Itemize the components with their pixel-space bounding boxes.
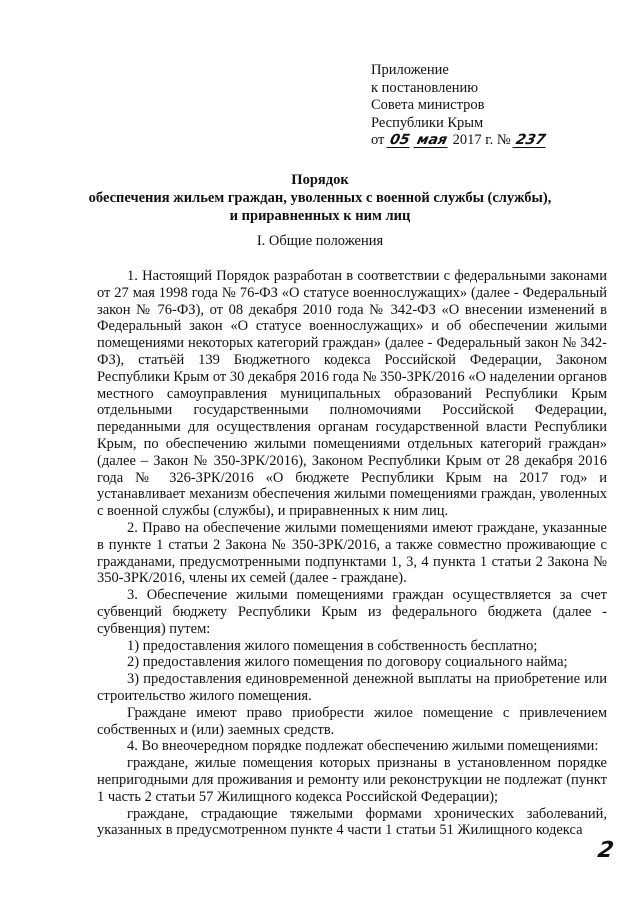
paragraph: 2. Право на обеспечение жилыми помещениями имеют граждане, указанные в пункте 1 статьи 2 Закона № 350-ЗРК/2016, а также совместно проживающие с гражданами, предусмотренными подпунктами 1, 3, 4 пункта 1 статьи 2 Закона № 350-ЗРК/2016, члены их семей (далее - граждане). <box>97 519 607 587</box>
appendix-line: к постановлению <box>371 79 479 96</box>
body-text <box>97 268 607 839</box>
paragraph: 2) предоставления жилого помещения по договору социального найма; <box>127 654 568 671</box>
paragraph: Граждане имеют право приобрести жилое помещение с привлечением собственных и (или) заемных средств. <box>97 704 607 738</box>
handwritten-month: мая <box>415 132 449 148</box>
handwritten-day: 05 <box>388 132 412 148</box>
appendix-line: Республики Крым <box>371 114 484 131</box>
appendix-date-line <box>371 132 548 150</box>
appendix-line: Совета министров <box>371 97 485 113</box>
appendix-line: Приложение <box>371 62 449 78</box>
document-subtitle-line: и приравненных к ним лиц <box>229 208 411 224</box>
paragraph: 3) предоставления единовременной денежной выплаты на приобретение или строительство жилого помещения. <box>97 671 607 704</box>
paragraph: 3. Обеспечение жилыми помещениями граждан осуществляется за счет субвенций бюджету Республики Крым из федерального бюджета (далее - субвенция) путем: <box>97 587 607 637</box>
paragraph: 1. Настоящий Порядок разработан в соответствии с федеральными законами от 27 мая 1998 года № 76-ФЗ «О статусе военнослужащих» (далее - Федеральный закон № 76-ФЗ), от 08 декабря 2010 года № 342-ФЗ «О внесении изменений в Федеральный закон «О статусе военнослужащих» и об обеспечении жилыми помещениями некоторых категорий граждан» (далее - Федеральный закон № 342-ФЗ), статьёй 139 Бюджетного кодекса Российской Федерации, Законом Республики Крым от 30 декабря 2016 года № 350-ЗРК/2016 «О наделении органов местного самоуправления муниципальных образований Республики Крым отдельными государственными полномочиями Российской Федерации, переданными для осуществления органам государственной власти Республики Крым, по обеспечению жилыми помещениями отдельных категорий граждан» (далее – Закон № 350-ЗРК/2016), Законом Республики Крым от 28 декабря 2016 года № 326-ЗРК/2016 «О бюджете Республики Крым на 2017 год» и устанавливает механизм обеспечения жилыми помещениями граждан, уволенных с военной службы (службы), и приравненных к ним лиц. <box>97 268 607 520</box>
paragraph: 1) предоставления жилого помещения в собственность бесплатно; <box>127 637 538 654</box>
paragraph: граждане, страдающие тяжелыми формами хронических заболеваний, указанных в предусмотренном пункте 4 части 1 статьи 51 Жилищного кодекса <box>97 805 607 839</box>
handwritten-number: 237 <box>514 132 548 148</box>
number-sign: № <box>496 132 511 148</box>
date-year: 2017 г. <box>452 132 494 148</box>
date-prefix: от <box>371 132 385 148</box>
section-heading: I. Общие положения <box>256 233 384 249</box>
document-subtitle-line: обеспечения жильем граждан, уволенных с военной службы (службы), <box>88 190 552 206</box>
paragraph: граждане, жилые помещения которых признаны в установленном порядке непригодными для проживания и ремонту или реконструкции не подлежат (пункт 1 часть 2 статьи 57 Жилищного кодекса Российской Федерации); <box>97 755 607 805</box>
paragraph: 4. Во внеочередном порядке подлежат обеспечению жилыми помещениями: <box>127 738 599 755</box>
appendix-block <box>371 62 548 150</box>
document-title: Порядок <box>291 172 349 188</box>
page-number: 2 <box>595 838 616 863</box>
